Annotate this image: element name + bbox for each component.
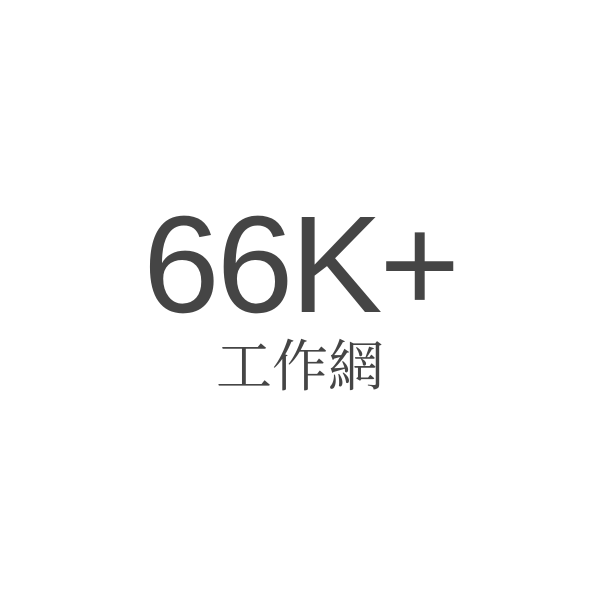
subtitle-label: 工作網 bbox=[216, 335, 384, 400]
headline-count: 66K+ bbox=[142, 188, 458, 342]
